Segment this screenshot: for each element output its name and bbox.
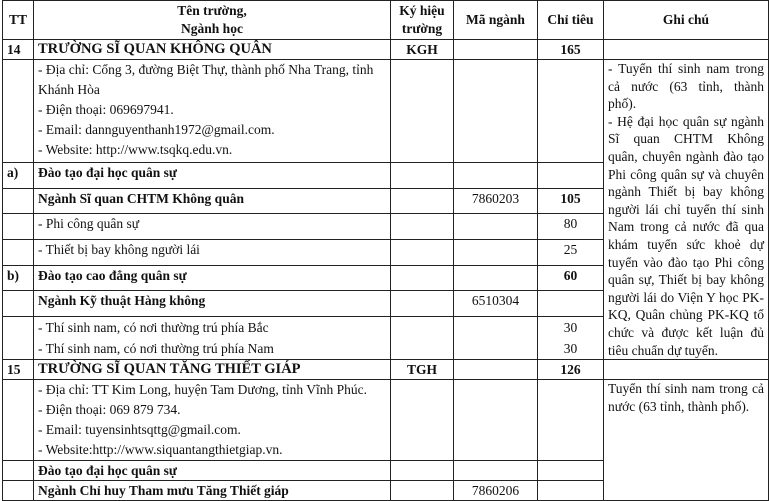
note-paragraph: - Hệ đại học quân sự ngành Sĩ quan CHTM Không quân, chuyên ngành đào tạo Phi công quân sự và chuyên ngành Thiết bị bay không người lái chỉ tuyển thí sinh Nam trong cả nước đã qua khám tuyển sức khoẻ dự tuyển vào đào tạo Phi công quân sự, Thiết bị bay không người lái do Viện Y học PK-KQ, Quân chủng PK-KQ tổ chức và được kết luận đủ tiêu chuẩn dự tuyển. [608,113,764,358]
header-note: Ghi chú [604,1,769,40]
address-line: - Địa chỉ: Cổng 3, đường Biệt Thự, thành phố Nha Trang, tỉnh Khánh Hòa [38,62,374,97]
address-line: - Địa chỉ: TT Kim Long, huyện Tam Dương, tỉnh Vĩnh Phúc. [38,382,367,398]
school-note [604,60,769,360]
major-name: Ngành Chỉ huy Tham mưu Tăng Thiết giáp [34,481,391,501]
admissions-table [2,0,769,501]
school-note: Tuyển thí sinh nam trong cả nước (63 tỉnh, thành phố). [604,380,769,501]
school-row [3,40,769,60]
school-code [454,40,538,60]
header-code: Mã ngành [454,1,538,40]
section-name: Đào tạo cao đẳng quân sự [34,265,391,291]
section-quota: 60 [538,265,604,291]
note-paragraph: - Tuyển thí sinh nam trong cả nước (63 tỉnh, thành phố). [608,61,764,112]
sub-name: - Phi công quân sự [34,214,391,240]
sub-quota: 25 [538,240,604,266]
phone-line: - Điện thoại: 069 879 734. [38,402,181,418]
email-line: - Email: tuyensinhtsqttg@gmail.com. [38,422,241,438]
school-tt: 14 [3,40,34,60]
major-name: Ngành Kỹ thuật Hàng không [34,291,391,317]
header-row [3,1,769,40]
sub-name: - Thí sinh nam, có nơi thường trú phía Bắc - Thí sinh nam, có nơi thường trú phía Nam [34,317,391,360]
sub-quota: 30 30 [538,317,604,360]
school-info-row [3,380,769,461]
school-name: TRƯỜNG SĨ QUAN TĂNG THIẾT GIÁP [34,360,391,380]
section-name: Đào tạo đại học quân sự [34,461,391,481]
section-tt: a) [3,163,34,189]
phone-line: - Điện thoại: 069697941. [38,102,174,117]
header-quota: Chỉ tiêu [538,1,604,40]
school-info-row [3,60,769,163]
section-name: Đào tạo đại học quân sự [34,163,391,189]
major-name: Ngành Sĩ quan CHTM Không quân [34,188,391,214]
school-note-empty [604,40,769,60]
major-code: 7860203 [454,188,538,214]
school-symbol: TGH [391,360,454,380]
school-symbol: KGH [391,40,454,60]
school-row [3,360,769,380]
major-code: 7860206 [454,481,538,501]
school-info [34,380,391,461]
email-line: - Email: dannguyenthanh1972@gmail.com. [38,122,275,137]
school-quota: 126 [538,360,604,380]
website-line: - Website:http://www.siquantangthietgiap.vn. [38,442,283,458]
school-info [34,60,391,163]
header-name: Tên trường, Ngành học [34,1,391,40]
school-name: TRƯỜNG SĨ QUAN KHÔNG QUÂN [34,40,391,60]
section-tt: b) [3,265,34,291]
website-line: - Website: http://www.tsqkq.edu.vn. [38,142,233,157]
sub-quota: 80 [538,214,604,240]
school-tt: 15 [3,360,34,380]
header-symbol: Ký hiệu trường [391,1,454,40]
header-tt: TT [3,1,34,40]
school-quota: 165 [538,40,604,60]
major-quota: 105 [538,188,604,214]
major-code: 6510304 [454,291,538,317]
sub-name: - Thiết bị bay không người lái [34,240,391,266]
